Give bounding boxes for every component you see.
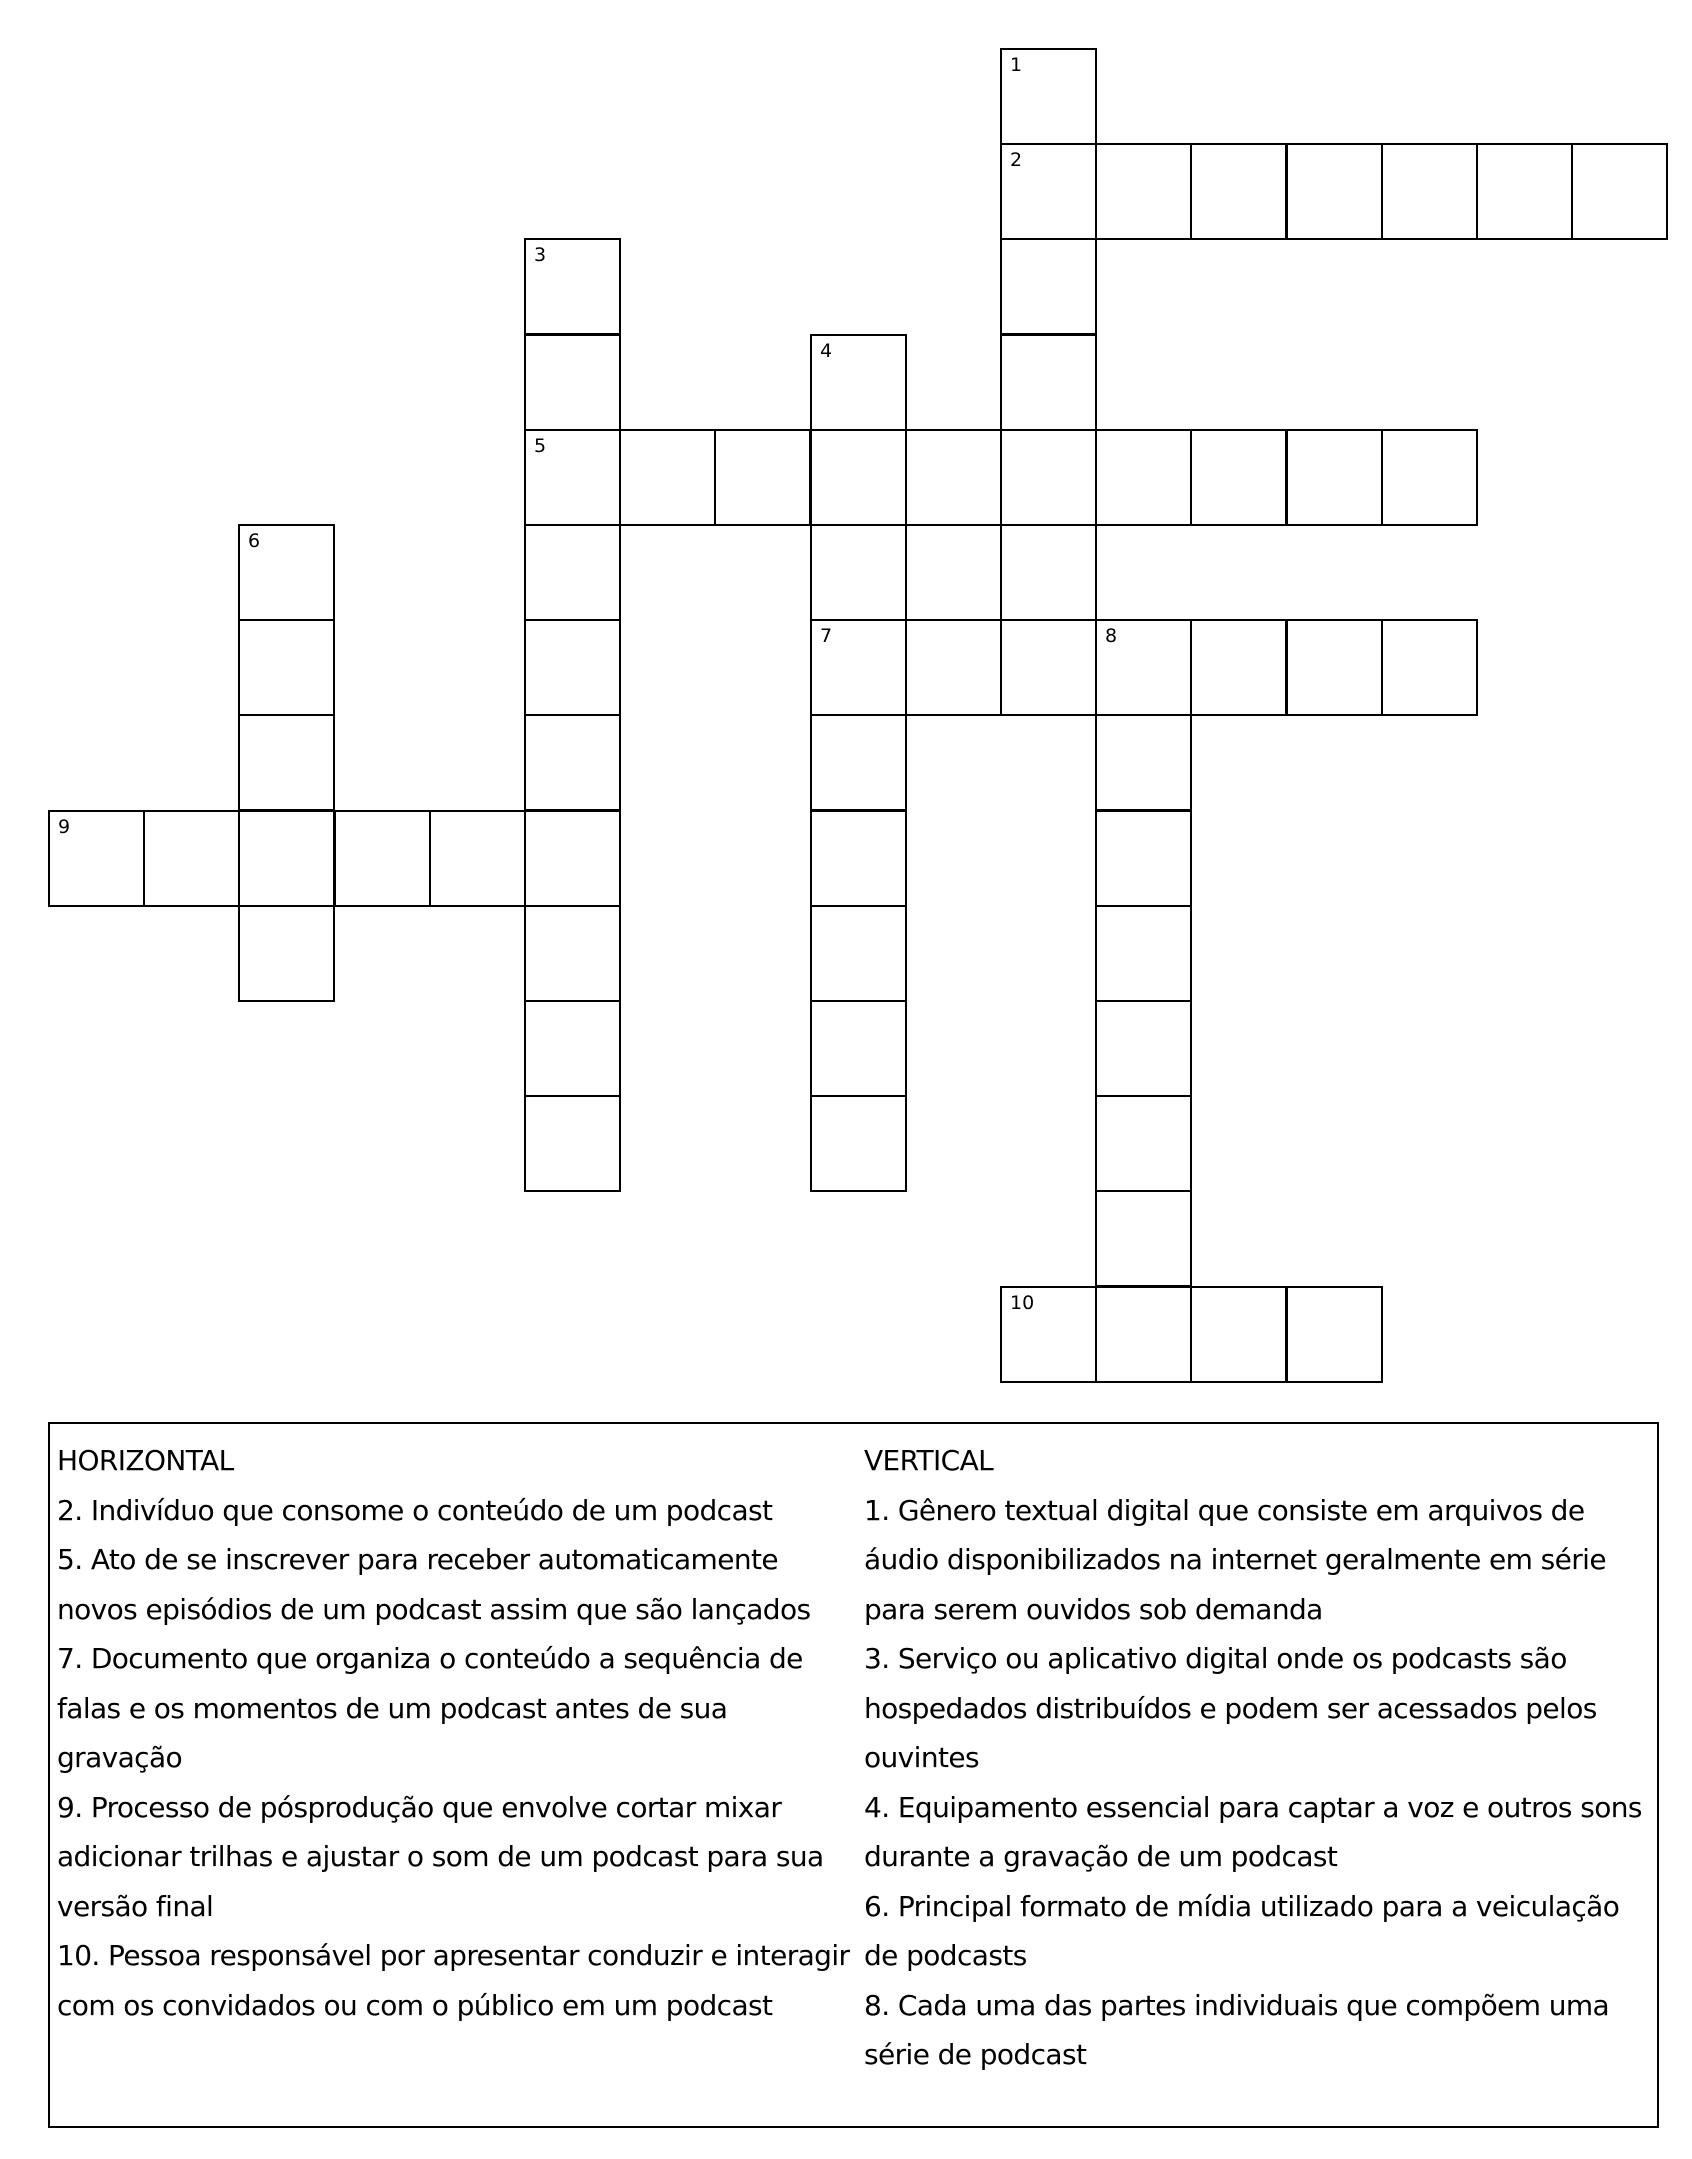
grid-cell[interactable]	[810, 1095, 907, 1192]
grid-cell[interactable]	[810, 619, 907, 716]
grid-cell[interactable]	[905, 429, 1002, 526]
grid-cell[interactable]	[48, 810, 145, 907]
grid-cell[interactable]	[238, 524, 335, 621]
clue-number: 8	[1105, 625, 1118, 647]
clue-number: 5	[534, 435, 547, 457]
grid-cell[interactable]	[810, 524, 907, 621]
grid-cell[interactable]	[1095, 905, 1192, 1002]
grid-cell[interactable]	[810, 810, 907, 907]
clue-number: 9	[58, 816, 71, 838]
clue-across-2: 2. Indivíduo que consome o conteúdo de um podcast	[57, 1493, 773, 1527]
grid-cell[interactable]	[1381, 619, 1478, 716]
grid-cell[interactable]	[524, 1000, 621, 1097]
grid-cell[interactable]	[1571, 143, 1668, 240]
horizontal-clues-title: HORIZONTAL	[57, 1444, 234, 1477]
grid-cell[interactable]	[1000, 238, 1097, 335]
grid-cell[interactable]	[143, 810, 240, 907]
grid-cell[interactable]	[1095, 1286, 1192, 1383]
vertical-clues-title: VERTICAL	[864, 1444, 994, 1477]
grid-cell[interactable]	[1000, 429, 1097, 526]
grid-cell[interactable]	[429, 810, 526, 907]
grid-cell[interactable]	[810, 429, 907, 526]
grid-cell[interactable]	[524, 619, 621, 716]
horizontal-clues-column	[57, 1436, 857, 2030]
grid-cell[interactable]	[1190, 143, 1287, 240]
grid-cell[interactable]	[619, 429, 716, 526]
vertical-clues-column	[864, 1436, 1654, 2080]
clue-across-9: 9. Processo de pósprodução que envolve cortar mixar adicionar trilhas e ajustar o som de um podcast para sua versão final	[57, 1790, 824, 1923]
grid-cell[interactable]	[238, 714, 335, 811]
clue-across-7: 7. Documento que organiza o conteúdo a sequência de falas e os momentos de um podcast antes de sua gravação	[57, 1642, 803, 1774]
grid-cell[interactable]	[714, 429, 811, 526]
grid-cell[interactable]	[905, 619, 1002, 716]
grid-cell[interactable]	[1095, 429, 1192, 526]
grid-cell[interactable]	[1000, 1286, 1097, 1383]
clue-number: 10	[1010, 1292, 1035, 1314]
grid-cell[interactable]	[524, 429, 621, 526]
clue-down-1: 1. Gênero textual digital que consiste em arquivos de áudio disponibilizados na internet geralmente em série para serem ouvidos sob demanda	[864, 1493, 1606, 1626]
grid-cell[interactable]	[334, 810, 431, 907]
grid-cell[interactable]	[1000, 619, 1097, 716]
clue-down-6: 6. Principal formato de mídia utilizado para a veiculação de podcasts	[864, 1889, 1620, 1972]
grid-cell[interactable]	[1095, 810, 1192, 907]
clues-box	[48, 1422, 1659, 2128]
grid-cell[interactable]	[524, 1095, 621, 1192]
clue-down-8: 8. Cada uma das partes individuais que compõem uma série de podcast	[864, 1988, 1610, 2071]
grid-cell[interactable]	[524, 524, 621, 621]
clue-number: 7	[820, 625, 833, 647]
grid-cell[interactable]	[524, 334, 621, 431]
grid-cell[interactable]	[1000, 48, 1097, 145]
grid-cell[interactable]	[1190, 1286, 1287, 1383]
clue-across-10: 10. Pessoa responsável por apresentar conduzir e interagir com os convidados ou com o público em um podcast	[57, 1939, 850, 2022]
grid-cell[interactable]	[1000, 143, 1097, 240]
grid-cell[interactable]	[1190, 619, 1287, 716]
grid-cell[interactable]	[1095, 1095, 1192, 1192]
grid-cell[interactable]	[1095, 143, 1192, 240]
grid-cell[interactable]	[1095, 619, 1192, 716]
grid-cell[interactable]	[1000, 524, 1097, 621]
grid-cell[interactable]	[810, 714, 907, 811]
grid-cell[interactable]	[524, 810, 621, 907]
grid-cell[interactable]	[1286, 619, 1383, 716]
grid-cell[interactable]	[238, 619, 335, 716]
grid-cell[interactable]	[1095, 1190, 1192, 1287]
grid-cell[interactable]	[524, 238, 621, 335]
grid-cell[interactable]	[1381, 143, 1478, 240]
grid-cell[interactable]	[1095, 1000, 1192, 1097]
grid-cell[interactable]	[1286, 429, 1383, 526]
grid-cell[interactable]	[1286, 1286, 1383, 1383]
grid-cell[interactable]	[810, 334, 907, 431]
grid-cell[interactable]	[524, 905, 621, 1002]
grid-cell[interactable]	[1000, 334, 1097, 431]
grid-cell[interactable]	[524, 714, 621, 811]
grid-cell[interactable]	[810, 1000, 907, 1097]
clue-across-5: 5. Ato de se inscrever para receber automaticamente novos episódios de um podcast assim que são lançados	[57, 1543, 811, 1626]
clue-number: 3	[534, 244, 547, 266]
grid-cell[interactable]	[238, 905, 335, 1002]
grid-cell[interactable]	[1381, 429, 1478, 526]
grid-cell[interactable]	[810, 905, 907, 1002]
grid-cell[interactable]	[1476, 143, 1573, 240]
grid-cell[interactable]	[1095, 714, 1192, 811]
clue-down-4: 4. Equipamento essencial para captar a voz e outros sons durante a gravação de um podcast	[864, 1790, 1642, 1873]
clue-number: 2	[1010, 149, 1023, 171]
clue-number: 6	[248, 530, 261, 552]
grid-cell[interactable]	[1190, 429, 1287, 526]
grid-cell[interactable]	[1286, 143, 1383, 240]
clue-number: 4	[820, 340, 833, 362]
clue-number: 1	[1010, 54, 1023, 76]
clue-down-3: 3. Serviço ou aplicativo digital onde os podcasts são hospedados distribuídos e podem ser acessados pelos ouvintes	[864, 1642, 1597, 1774]
grid-cell[interactable]	[238, 810, 335, 907]
